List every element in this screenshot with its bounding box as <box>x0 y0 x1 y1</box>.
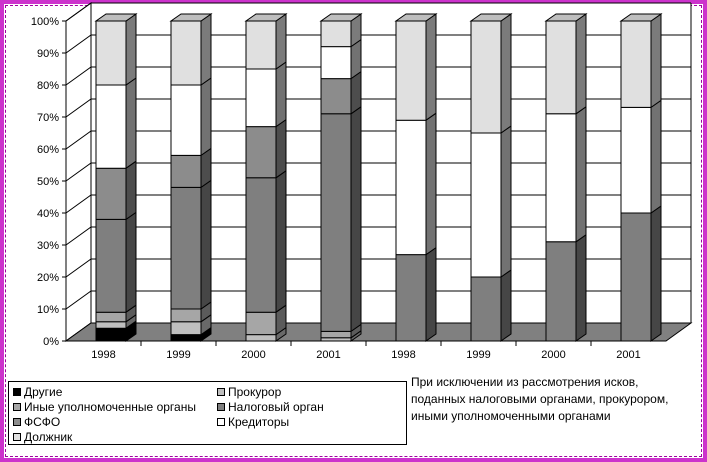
bar-segment-front <box>171 335 201 341</box>
y-tick-label: 20% <box>36 272 59 284</box>
bar-segment-front <box>171 187 201 309</box>
y-tick-label: 90% <box>36 48 59 60</box>
bar-segment-front <box>396 120 426 254</box>
bar-segment-front <box>396 21 426 120</box>
legend-item-nalogovyi-organ <box>217 399 324 414</box>
chart-note: При исключении из рассмотрения исков, поданных налоговыми органами, прокурором, иными уполномоченными органами <box>411 375 669 423</box>
legend-swatch <box>217 403 225 411</box>
legend-item-drugie <box>13 384 62 399</box>
bar-segment-front <box>321 21 351 47</box>
bar-segment-side <box>126 78 136 168</box>
legend-label: Иные уполномоченные органы <box>24 399 196 414</box>
x-tick-label: 2001 <box>316 349 341 361</box>
bar-segment-side <box>276 62 286 127</box>
bar-segment-side <box>426 113 436 254</box>
bar-segment-front <box>96 219 126 312</box>
bar-segment-front <box>171 309 201 322</box>
bar-segment-front <box>246 69 276 127</box>
bar-segment-side <box>501 270 511 341</box>
legend-label: ФСФО <box>24 414 61 429</box>
legend-label: Другие <box>24 384 63 399</box>
bar-segment-side <box>426 248 436 341</box>
bar-segment-front <box>96 322 126 328</box>
legend-label: Налоговый орган <box>228 399 324 414</box>
bar-segment-front <box>321 114 351 332</box>
legend-swatch <box>217 388 225 396</box>
bar-segment-front <box>246 21 276 69</box>
x-tick-label: 2000 <box>241 349 266 361</box>
bar-segment-side <box>651 206 661 341</box>
bar-segment-front <box>396 255 426 341</box>
y-tick-label: 50% <box>36 176 59 188</box>
legend-item-fsfo <box>13 414 60 429</box>
bar-segment-side <box>576 235 586 341</box>
bar-segment-side <box>501 126 511 277</box>
legend-item-kreditory <box>217 414 289 429</box>
bar-segment-side <box>276 171 286 312</box>
legend-item-dolzhnik <box>13 429 72 444</box>
bar-segment-front <box>471 133 501 277</box>
bar-segment-side <box>276 14 286 69</box>
bar-segment-front <box>96 168 126 219</box>
x-tick-label: 2001 <box>616 349 641 361</box>
bar-segment-front <box>471 21 501 133</box>
y-tick-label: 40% <box>36 208 59 220</box>
chart-legend <box>8 381 407 445</box>
bar-segment-front <box>96 312 126 322</box>
y-tick-label: 10% <box>36 304 59 316</box>
legend-label: Кредиторы <box>228 414 290 429</box>
bar-segment-front <box>546 242 576 341</box>
bar-segment-front <box>621 21 651 107</box>
bar-segment-front <box>96 328 126 341</box>
x-tick-label: 1999 <box>166 349 191 361</box>
bar-segment-front <box>621 107 651 213</box>
bar-segment-side <box>126 14 136 85</box>
bar-segment-front <box>246 178 276 312</box>
bar-segment-front <box>546 114 576 242</box>
bar-segment-side <box>651 14 661 107</box>
bar-segment-side <box>201 14 211 85</box>
y-tick-label: 0% <box>43 336 59 348</box>
legend-label: Должник <box>24 429 73 444</box>
bar-segment-side <box>126 161 136 219</box>
legend-swatch <box>217 418 225 426</box>
bar-segment-front <box>621 213 651 341</box>
y-tick-label: 70% <box>36 112 59 124</box>
bar-segment-side <box>576 107 586 242</box>
y-tick-label: 100% <box>30 16 59 28</box>
bar-segment-side <box>201 78 211 155</box>
chart-floor <box>66 323 691 341</box>
bar-segment-side <box>351 107 361 332</box>
legend-item-prokuror <box>217 384 281 399</box>
bar-segment-side <box>426 14 436 120</box>
bar-segment-front <box>246 335 276 341</box>
bar-segment-front <box>96 85 126 168</box>
bar-segment-side <box>126 212 136 312</box>
bar-segment-front <box>246 127 276 178</box>
bar-segment-front <box>171 21 201 85</box>
x-tick-label: 1998 <box>391 349 416 361</box>
bar-segment-side <box>651 100 661 213</box>
bar-segment-front <box>321 79 351 114</box>
legend-label: Прокурор <box>228 384 282 399</box>
bar-segment-side <box>501 14 511 133</box>
bar-segment-front <box>246 312 276 334</box>
y-tick-label: 30% <box>36 240 59 252</box>
x-tick-label: 2000 <box>541 349 566 361</box>
bar-segment-front <box>546 21 576 114</box>
bar-segment-front <box>321 47 351 79</box>
legend-swatch <box>13 418 21 426</box>
y-tick-label: 60% <box>36 144 59 156</box>
bar-segment-front <box>171 322 201 335</box>
legend-swatch <box>13 388 21 396</box>
x-tick-label: 1998 <box>91 349 116 361</box>
bar-segment-front <box>96 21 126 85</box>
bar-segment-front <box>471 277 501 341</box>
bar-segment-front <box>171 155 201 187</box>
y-tick-label: 80% <box>36 80 59 92</box>
bar-segment-front <box>171 85 201 155</box>
bar-segment-front <box>321 331 351 337</box>
legend-swatch <box>13 403 21 411</box>
x-tick-label: 1999 <box>466 349 491 361</box>
legend-item-inye-organy <box>13 399 196 414</box>
bar-segment-side <box>276 120 286 178</box>
legend-swatch <box>13 433 21 441</box>
bar-segment-side <box>201 180 211 309</box>
bar-segment-side <box>576 14 586 114</box>
